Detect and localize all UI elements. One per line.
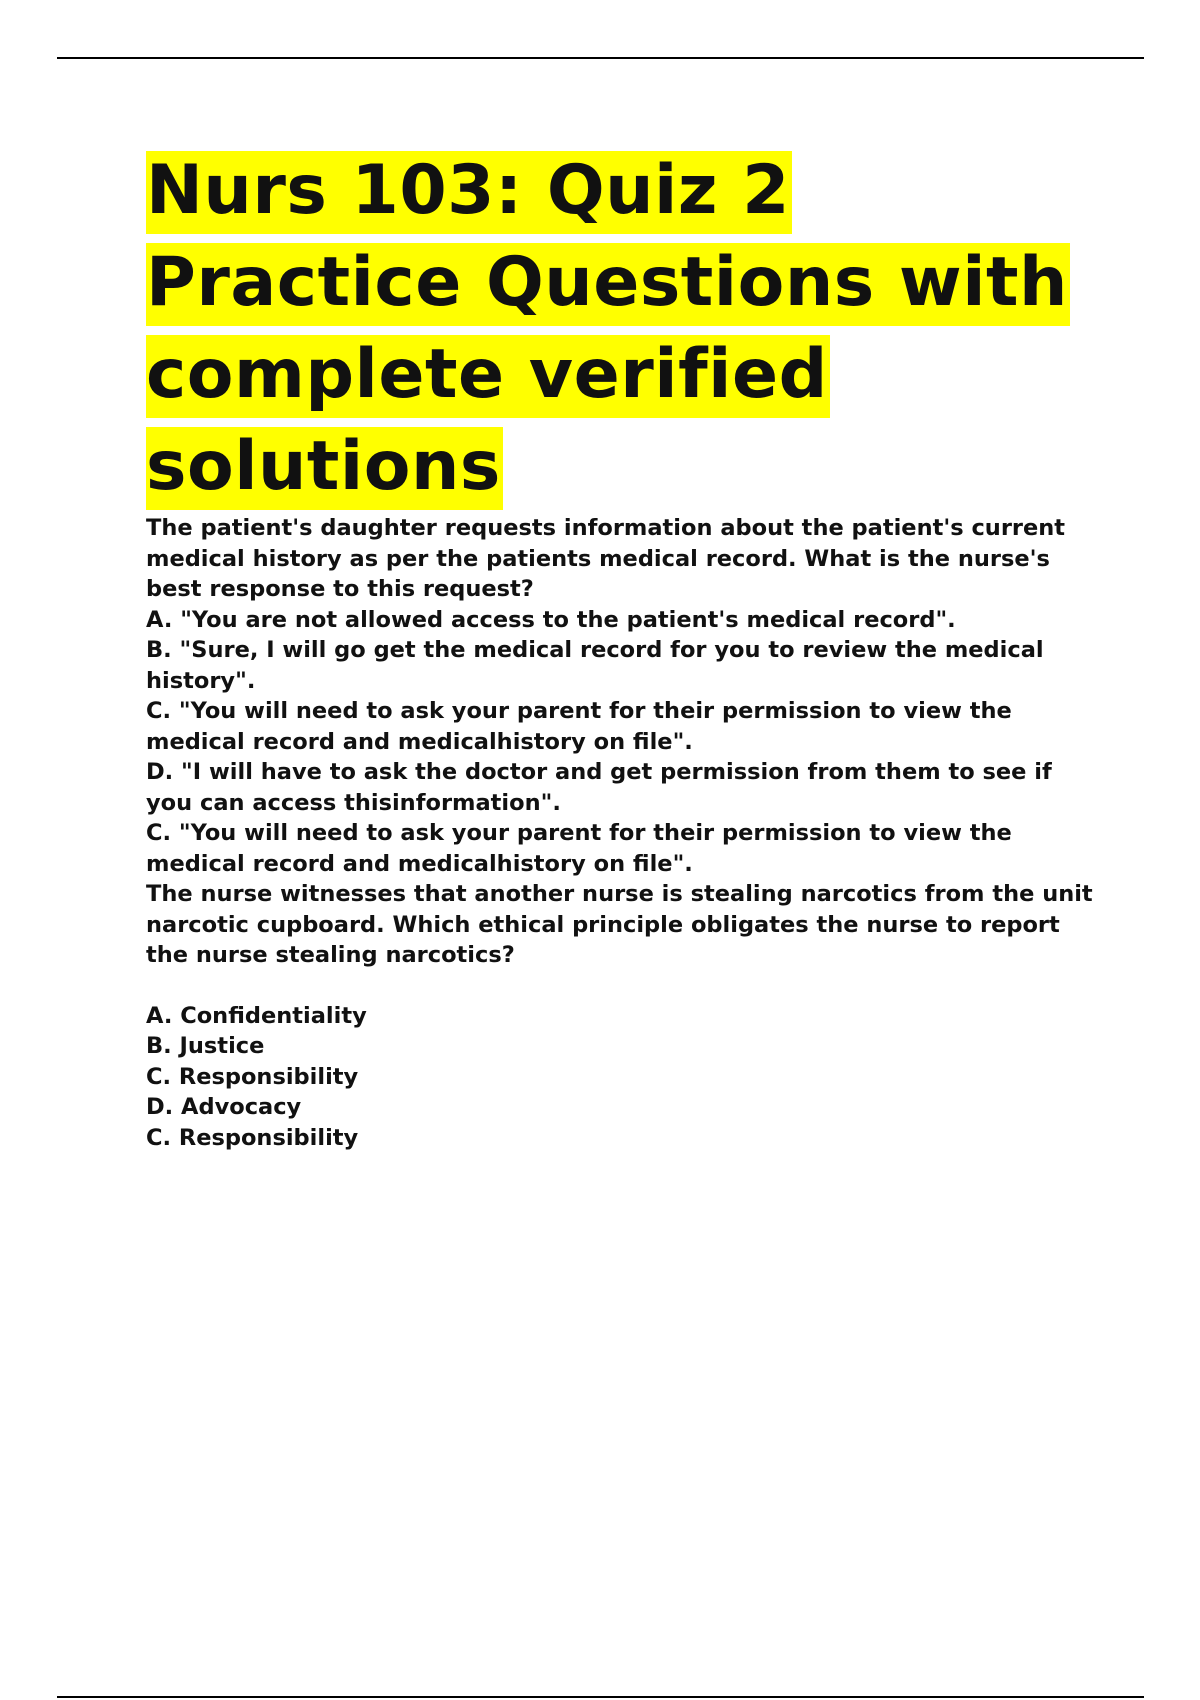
option-d: D. Advocacy	[146, 1094, 302, 1120]
document-title	[146, 145, 1096, 513]
option-d: D. "I will have to ask the doctor and get permission from them to see if you can access thisinformation".	[146, 759, 1052, 816]
header-rule	[57, 57, 1144, 59]
question-text: The patient's daughter requests information about the patient's current medical history as per the patients medical record. What is the nurse's best response to this request?	[146, 515, 1066, 602]
question-text: The nurse witnesses that another nurse is stealing narcotics from the unit narcotic cupboard. Which ethical principle obligates the nurse to report the nurse stealing narcotics?	[146, 881, 1093, 968]
option-a: A. "You are not allowed access to the patient's medical record".	[146, 606, 956, 633]
option-list	[146, 1001, 1096, 1123]
document-body	[146, 145, 1096, 1153]
option-a: A. Confidentiality	[146, 1002, 367, 1029]
option-b: B. Justice	[146, 1033, 265, 1059]
title-highlight: Nurs 103: Quiz 2 Practice Questions with complete verified solutions	[146, 151, 1070, 510]
footer-rule	[57, 1696, 1144, 1698]
answer-text: C. "You will need to ask your parent for their permission to view the medical record and medicalhistory on file".	[146, 820, 1012, 877]
answer-text: C. Responsibility	[146, 1124, 359, 1151]
option-c: C. Responsibility	[146, 1063, 359, 1090]
question-block-2	[146, 879, 1096, 1153]
option-c: C. "You will need to ask your parent for their permission to view the medical record and medicalhistory on file".	[146, 698, 1012, 755]
question-block-1	[146, 513, 1096, 879]
option-b: B. "Sure, I will go get the medical record for you to review the medical history".	[146, 637, 1044, 694]
